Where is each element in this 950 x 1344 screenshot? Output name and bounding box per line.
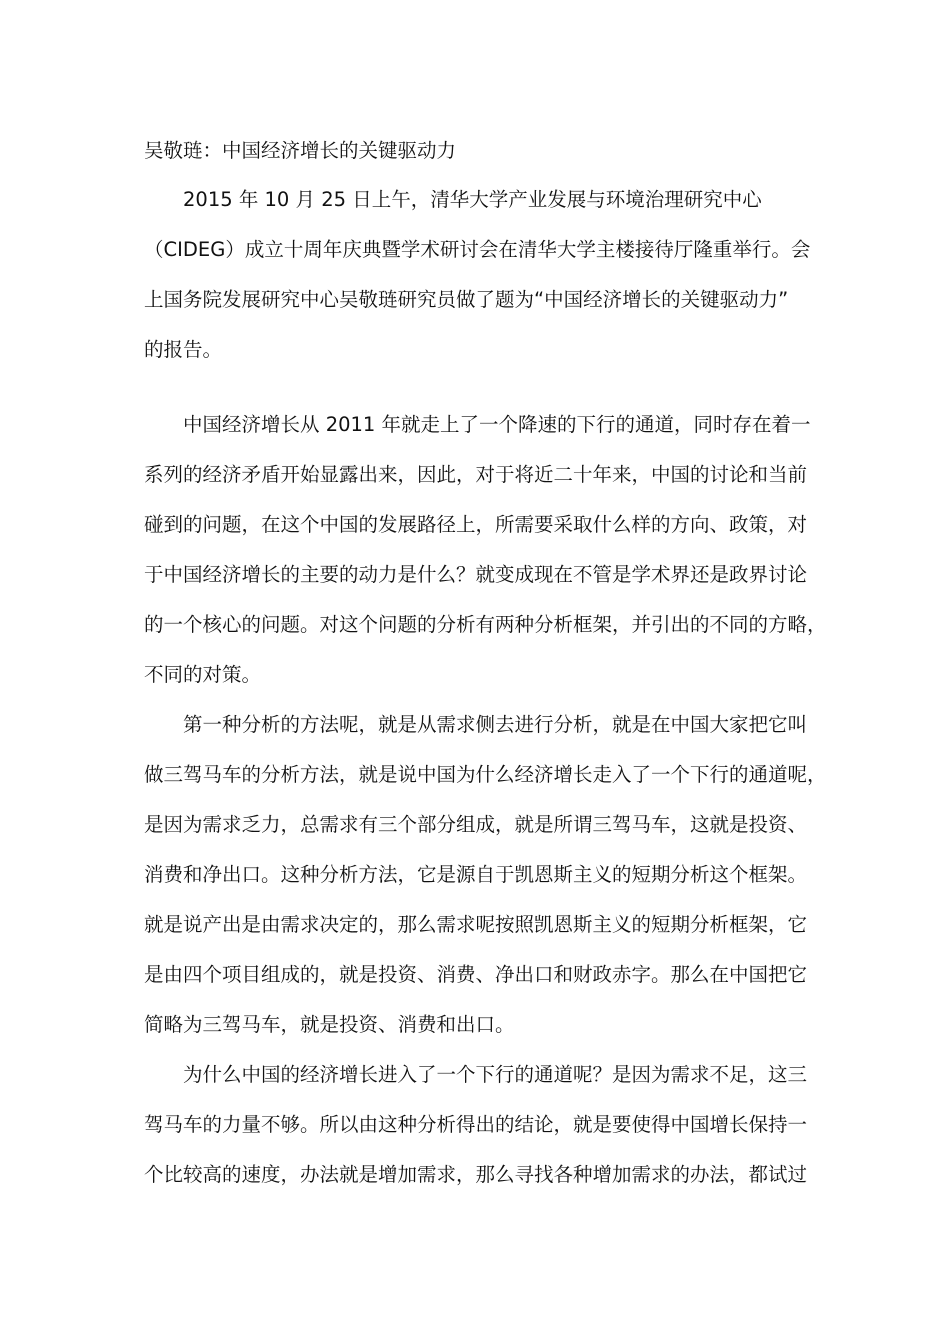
text-line: 系列的经济矛盾开始显露出来，因此，对于将近二十年来，中国的讨论和当前	[144, 463, 808, 486]
text-line: 个比较高的速度，办法就是增加需求，那么寻找各种增加需求的办法，都试过	[144, 1163, 808, 1186]
text-line: 上国务院发展研究中心吴敬琏研究员做了题为“中国经济增长的关键驱动力”	[144, 288, 789, 311]
text-line: 第一种分析的方法呢，就是从需求侧去进行分析，就是在中国大家把它叫	[183, 713, 808, 736]
text-line: 简略为三驾马车，就是投资、消费和出口。	[144, 1013, 515, 1036]
text-line: 的报告。	[144, 338, 223, 361]
document-title: 吴敬琏：中国经济增长的关键驱动力	[144, 139, 457, 162]
text-line: 不同的对策。	[144, 663, 262, 686]
text-line: 于中国经济增长的主要的动力是什么？就变成现在不管是学术界还是政界讨论	[144, 563, 808, 586]
text-line: 中国经济增长从 2011 年就走上了一个降速的下行的通道，同时存在着一	[183, 413, 811, 436]
text-line: 驾马车的力量不够。所以由这种分析得出的结论，就是要使得中国增长保持一	[144, 1113, 808, 1136]
text-line: 是由四个项目组成的，就是投资、消费、净出口和财政赤字。那么在中国把它	[144, 963, 808, 986]
text-line: 是因为需求乏力，总需求有三个部分组成，就是所谓三驾马车，这就是投资、	[144, 813, 808, 836]
text-line: 2015 年 10 月 25 日上午，清华大学产业发展与环境治理研究中心	[183, 188, 762, 211]
text-line: （CIDEG）成立十周年庆典暨学术研讨会在清华大学主楼接待厅隆重举行。会	[144, 238, 811, 261]
text-line: 就是说产出是由需求决定的，那么需求呢按照凯恩斯主义的短期分析框架，它	[144, 913, 808, 936]
text-line: 消费和净出口。这种分析方法，它是源自于凯恩斯主义的短期分析这个框架。	[144, 863, 808, 886]
text-line: 为什么中国的经济增长进入了一个下行的通道呢？是因为需求不足，这三	[183, 1063, 808, 1086]
text-line: 碰到的问题，在这个中国的发展路径上，所需要采取什么样的方向、政策，对	[144, 513, 808, 536]
text-line: 的一个核心的问题。对这个问题的分析有两种分析框架，并引出的不同的方略，	[144, 613, 827, 636]
text-line: 做三驾马车的分析方法，就是说中国为什么经济增长走入了一个下行的通道呢，	[144, 763, 827, 786]
